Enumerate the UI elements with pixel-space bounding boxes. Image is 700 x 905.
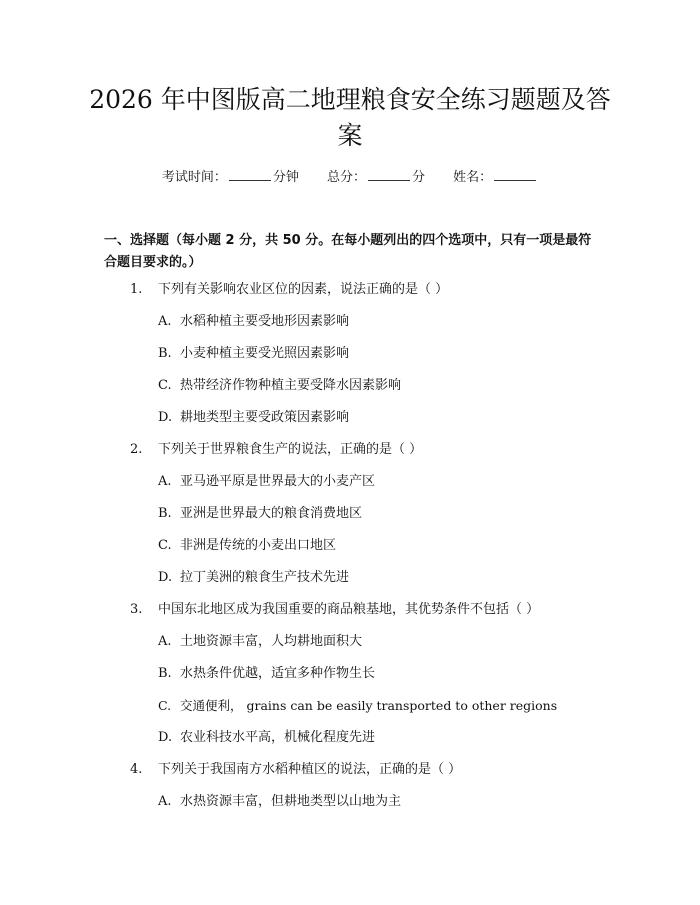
option-text: 土地资源丰富，人均耕地面积大 — [180, 634, 363, 649]
question-stem: 下列关于我国南方水稻种植区的说法，正确的是（ ） — [158, 762, 462, 777]
question-number: 4. — [130, 762, 143, 777]
score-label: 总分： — [326, 170, 366, 185]
q3-option-a[interactable] — [158, 632, 362, 652]
option-text: 热带经济作物种植主要受降水因素影响 — [180, 378, 402, 393]
question-number: 1. — [130, 282, 143, 297]
option-letter: A. — [158, 794, 172, 809]
option-text: 农业科技水平高，机械化程度先进 — [180, 730, 376, 745]
option-letter: B. — [158, 346, 172, 361]
question-3 — [130, 600, 539, 620]
document-title: 2026 年中图版高二地理粮食安全练习题题及答案 — [89, 85, 611, 150]
question-2 — [130, 440, 422, 460]
exam-score — [327, 170, 429, 185]
q4-option-a[interactable] — [158, 792, 401, 812]
q2-option-a[interactable] — [158, 472, 375, 492]
q1-option-d[interactable] — [158, 408, 349, 428]
exam-name — [453, 170, 538, 185]
q1-option-c[interactable] — [158, 376, 401, 396]
question-number: 3. — [130, 602, 143, 617]
option-letter: B. — [158, 666, 172, 681]
option-text: 水热资源丰富，但耕地类型以山地为主 — [180, 794, 402, 809]
time-blank[interactable] — [229, 168, 271, 181]
question-4 — [130, 760, 461, 780]
option-letter: D. — [158, 570, 173, 585]
question-1 — [130, 280, 448, 300]
option-letter: A. — [158, 314, 172, 329]
time-label: 考试时间： — [161, 170, 227, 185]
option-letter: D. — [158, 730, 173, 745]
q3-option-d[interactable] — [158, 728, 375, 748]
option-text: 耕地类型主要受政策因素影响 — [180, 410, 350, 425]
question-stem: 下列关于世界粮食生产的说法，正确的是（ ） — [158, 442, 423, 457]
exam-time — [162, 170, 303, 185]
option-letter: B. — [158, 506, 172, 521]
option-text: 非洲是传统的小麦出口地区 — [180, 538, 337, 553]
name-blank[interactable] — [494, 168, 536, 181]
option-letter: D. — [158, 410, 173, 425]
q3-option-c[interactable] — [158, 696, 557, 716]
option-text: 拉丁美洲的粮食生产技术先进 — [180, 570, 350, 585]
option-letter: C. — [158, 378, 172, 393]
q3-option-b[interactable] — [158, 664, 375, 684]
q2-option-b[interactable] — [158, 504, 362, 524]
question-number: 2. — [130, 442, 143, 457]
option-letter: A. — [158, 474, 172, 489]
time-unit: 分钟 — [272, 170, 299, 185]
option-text: 水稻种植主要受地形因素影响 — [180, 314, 350, 329]
section-heading: 一、选择题（每小题 2 分，共 50 分。在每小题列出的四个选项中，只有一项是最符合题目要求的。） — [104, 233, 592, 270]
option-text: 交通便利， grains can be easily transported to other regions — [180, 698, 558, 713]
option-text: 小麦种植主要受光照因素影响 — [180, 346, 350, 361]
option-letter: C. — [158, 698, 172, 713]
q1-option-a[interactable] — [158, 312, 349, 332]
exam-meta — [0, 168, 700, 188]
score-unit: 分 — [412, 170, 426, 185]
option-text: 水热条件优越，适宜多种作物生长 — [180, 666, 376, 681]
option-text: 亚洲是世界最大的粮食消费地区 — [180, 506, 363, 521]
option-letter: C. — [158, 538, 172, 553]
option-text: 亚马逊平原是世界最大的小麦产区 — [180, 474, 376, 489]
score-blank[interactable] — [368, 168, 410, 181]
name-label: 姓名： — [453, 170, 493, 185]
q2-option-d[interactable] — [158, 568, 349, 588]
question-stem: 下列有关影响农业区位的因素，说法正确的是（ ） — [158, 282, 449, 297]
q2-option-c[interactable] — [158, 536, 336, 556]
option-letter: A. — [158, 634, 172, 649]
question-stem: 中国东北地区成为我国重要的商品粮基地，其优势条件不包括（ ） — [158, 602, 540, 617]
q1-option-b[interactable] — [158, 344, 349, 364]
